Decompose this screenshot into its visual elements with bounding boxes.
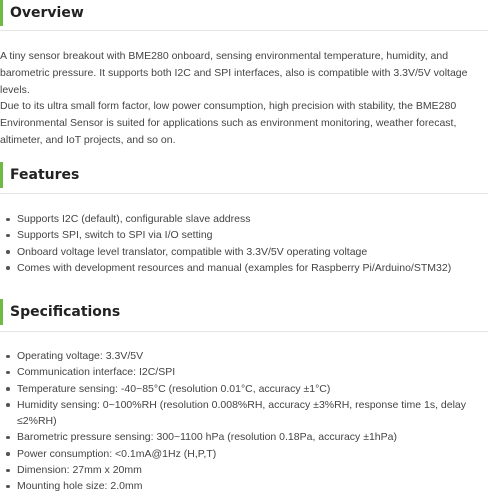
list-item: Comes with development resources and manual (examples for Raspberry Pi/Arduino/STM32) bbox=[0, 260, 484, 276]
list-item: Supports SPI, switch to SPI via I/O setting bbox=[0, 227, 484, 243]
list-item: Operating voltage: 3.3V/5V bbox=[0, 348, 484, 364]
list-item: Humidity sensing: 0~100%RH (resolution 0.008%RH, accuracy ±3%RH, response time 1s, delay ≤2%RH) bbox=[0, 397, 484, 430]
overview-title: Overview bbox=[10, 5, 84, 21]
specifications-divider bbox=[0, 331, 488, 332]
list-item: Temperature sensing: -40~85°C (resolution 0.01°C, accuracy ±1°C) bbox=[0, 381, 484, 397]
specifications-list bbox=[0, 348, 484, 495]
overview-paragraph: Due to its ultra small form factor, low power consumption, high precision with stability, the BME280 Environmental Sensor is suited for applications such as environment monitoring, weather forecast, altimeter, and IoT projects, and so on. bbox=[0, 100, 457, 146]
specifications-heading bbox=[0, 299, 488, 325]
list-item: Onboard voltage level translator, compatible with 3.3V/5V operating voltage bbox=[0, 244, 484, 260]
list-item: Power consumption: <0.1mA@1Hz (H,P,T) bbox=[0, 446, 484, 462]
overview-paragraph: A tiny sensor breakout with BME280 onboard, sensing environmental temperature, humidity, and barometric pressure. It supports both I2C and SPI interfaces, also is compatible with 3.3V/5V voltage levels. bbox=[0, 50, 468, 96]
specifications-title: Specifications bbox=[10, 304, 121, 320]
list-item: Communication interface: I2C/SPI bbox=[0, 364, 484, 380]
features-list bbox=[0, 211, 484, 276]
features-title: Features bbox=[10, 167, 80, 183]
overview-divider bbox=[0, 30, 488, 31]
list-item: Dimension: 27mm x 20mm bbox=[0, 462, 484, 478]
list-item: Supports I2C (default), configurable slave address bbox=[0, 211, 484, 227]
overview-heading bbox=[0, 0, 488, 26]
features-heading bbox=[0, 162, 488, 188]
list-item: Mounting hole size: 2.0mm bbox=[0, 478, 484, 494]
features-divider bbox=[0, 193, 488, 194]
list-item: Barometric pressure sensing: 300~1100 hPa (resolution 0.18Pa, accuracy ±1hPa) bbox=[0, 429, 484, 445]
